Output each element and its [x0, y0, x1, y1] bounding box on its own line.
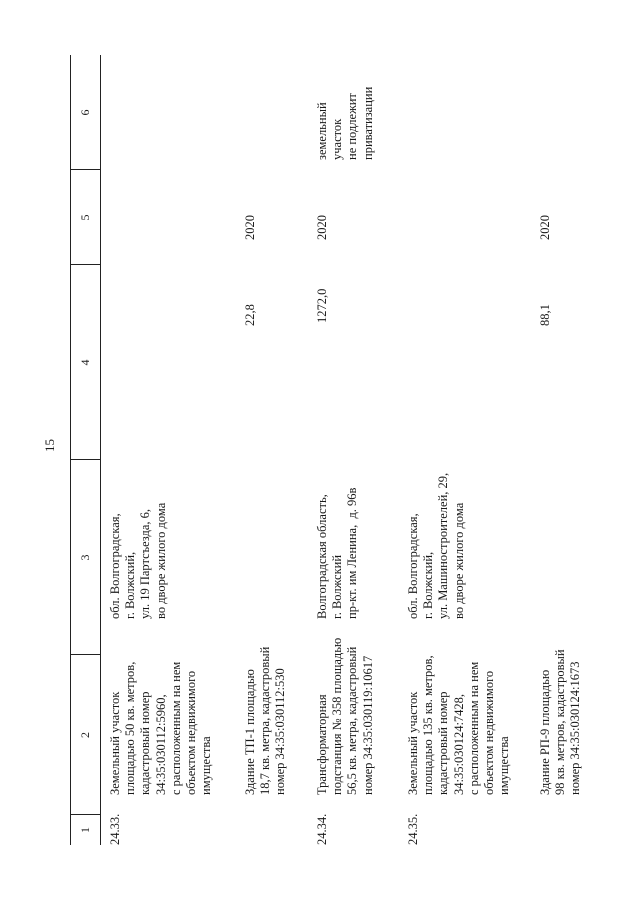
privatization-note: земельный участок не подлежит приватизации — [315, 86, 375, 160]
object-address: обл. Волгоградская, г. Волжский, ул. Машиностроителей, 29, во дворе жилого дома — [406, 472, 466, 619]
column-number-6: 6 — [78, 109, 92, 116]
object-area: 88,1 — [538, 304, 552, 326]
entry-number: 24.34. — [315, 813, 329, 845]
object-year: 2020 — [538, 215, 552, 240]
entry-number: 24.35. — [406, 813, 420, 845]
table-header-divider — [100, 55, 101, 845]
object-address: Волгоградская область, г. Волжский пр-кт. им Ленина, д. 96в — [315, 487, 360, 619]
object-name: Земельный участок площадью 50 кв. метров, кадастровый номер 34:35:030112:5960, с расположенным на нем объектом недвижимого имущества — [108, 661, 214, 795]
object-name: Здание ТП-1 площадью 18,7 кв. метра, кадастровый номер 34:35:030112:530 — [243, 646, 288, 795]
object-area: 1272,0 — [315, 288, 329, 323]
object-address: обл. Волгоградская, г. Волжский, ул. 19 Партсъезда, 6, во дворе жилого дома — [108, 502, 168, 619]
column-number-1: 1 — [78, 827, 92, 833]
column-number-4: 4 — [78, 359, 92, 366]
entry-number: 24.33. — [108, 813, 122, 845]
rotated-table — [70, 55, 583, 845]
column-number-3: 3 — [78, 554, 92, 561]
object-name: Трансформаторная подстанция № 358 площадью 56,5 кв. метра, кадастровый номер 34:35:030119:10617 — [315, 637, 375, 795]
object-year: 2020 — [243, 215, 257, 240]
object-year: 2020 — [315, 215, 329, 240]
page-number: 15 — [42, 439, 57, 452]
object-name: Земельный участок площадью 135 кв. метров, кадастровый номер 34:35:030124:7428, с расположенным на нем объектом недвижимого имущества — [406, 655, 512, 795]
table-top-border — [70, 55, 71, 845]
column-number-2: 2 — [78, 732, 92, 738]
object-area: 22,8 — [243, 304, 257, 326]
column-number-5: 5 — [78, 214, 92, 221]
object-name: Здание РП-9 площадью 98 кв. метров, кадастровый номер 34:35:030124:1673 — [538, 649, 583, 795]
